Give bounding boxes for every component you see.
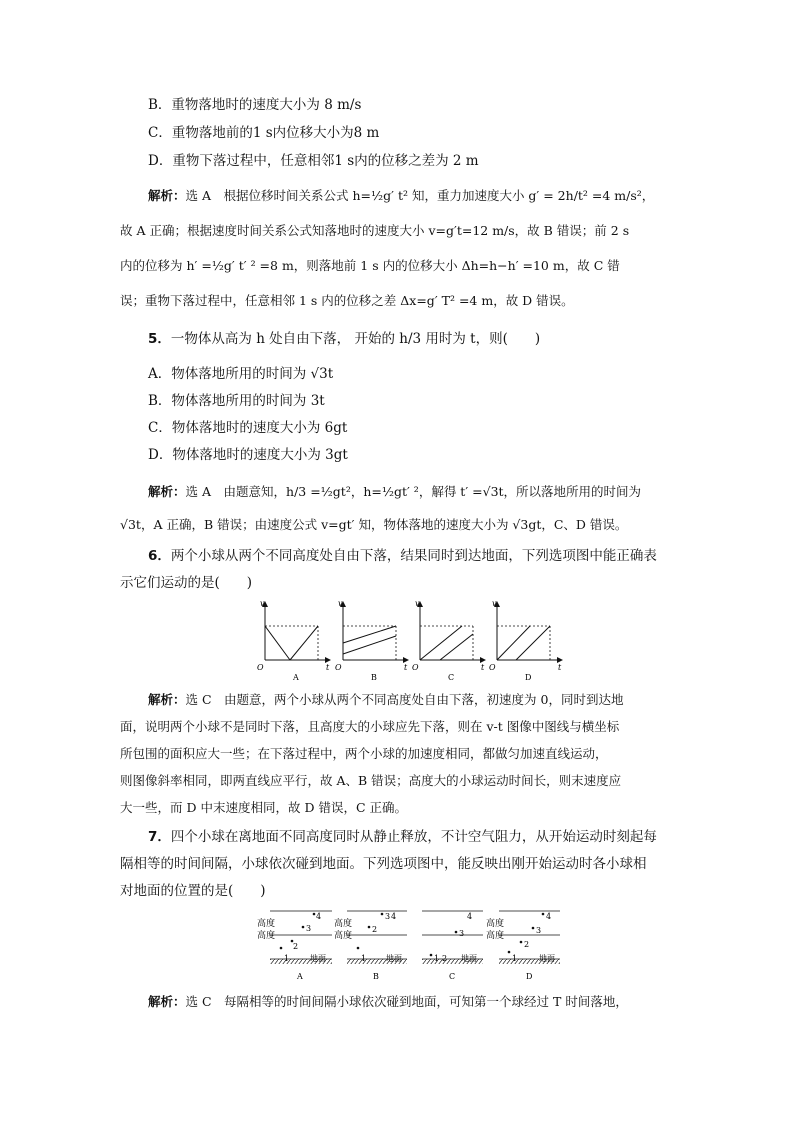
v-axis-label: v [338,599,343,608]
q5-option-d: D．物体落地时的速度大小为 3gt [148,447,348,463]
q7-stem-line-3: 对地面的位置的是( ) [120,883,266,899]
q6-graph-d [489,599,562,682]
v-axis-label: v [260,599,265,608]
q7-panel-d [486,911,560,981]
q6-graph-b [335,599,408,682]
q6-stem-line-2: 示它们运动的是( ) [120,575,253,591]
figure-label-b: B [371,673,377,682]
figure-label-b: B [373,972,379,981]
figure-label-c: C [449,972,456,981]
q7-panel-a [257,911,332,981]
svg-text:4: 4 [546,912,552,921]
svg-text:4: 4 [316,912,322,921]
q6-graph-c [412,599,485,682]
figure-label-d: D [526,972,533,981]
q4-solution-line-4: 误；重物下落过程中，任意相邻 1 s 内的位移之差 Δx=g′ T² =4 m，故 D 错误。 [120,293,574,308]
v-axis-label: v [492,599,497,608]
svg-text:2: 2 [442,954,448,963]
t-axis-label: t [558,663,562,672]
ground-label: 地面 [310,954,326,963]
svg-text:地面: 地面 [461,954,477,963]
q6-solution-line-3: 所包围的面积应大一些；在下落过程中，两个小球的加速度相同，都做匀加速直线运动， [120,746,608,761]
origin-label: O [489,663,496,672]
origin-label: O [412,663,419,672]
q7-ball-position-figure [254,905,566,983]
svg-text:2: 2 [524,940,530,949]
q5-option-a: A．物体落地所用的时间为 √3t [148,366,334,382]
q4-option-d: D．重物下落过程中，任意相邻1 s内的位移之差为 2 m [148,153,479,169]
svg-text:高度: 高度 [334,931,353,941]
svg-text:1: 1 [284,954,290,963]
q4-solution-line-1: 解析：选 A 根据位移时间关系公式 h=½g′ t² 知，重力加速度大小 g′ = 2h/t² =4 m/s²， [148,188,655,203]
q5-solution-line-1: 解析：选 A 由题意知，h/3 =½gt²，h=½gt′ ²，解得 t′ =√3t，所以落地所用的时间为 [148,484,642,499]
q7-panel-b [334,911,407,981]
svg-text:4: 4 [467,912,473,921]
svg-text:高度: 高度 [486,919,505,929]
svg-text:3: 3 [306,924,312,933]
svg-text:地面: 地面 [539,954,555,963]
q5-solution-line-2: √3t，A 正确，B 错误；由速度公式 v=gt′ 知，物体落地的速度大小为 √3gt，C、D 错误。 [120,517,628,532]
q4-option-b: B．重物落地时的速度大小为 8 m/s [148,97,362,113]
origin-label: O [257,663,264,672]
q6-solution-line-1: 解析：选 C 由题意，两个小球从两个不同高度处自由下落，初速度为 0，同时到达地 [148,692,624,707]
figure-label-a: A [293,673,299,682]
height-axis-label-2: 高度 [257,931,276,941]
svg-text:2: 2 [372,925,378,934]
origin-label: O [335,663,342,672]
svg-text:1: 1 [512,954,518,963]
q6-graph-a [257,599,330,682]
figure-label-c: C [448,673,455,682]
q7-stem-line-1: 7．四个小球在离地面不同高度同时从静止释放，不计空气阻力，从开始运动时刻起每 [148,829,657,845]
svg-text:3: 3 [385,912,391,921]
figure-label-d: D [525,673,532,682]
q7-stem-line-2: 隔相等的时间间隔，小球依次碰到地面。下列选项图中，能反映出刚开始运动时各小球相 [120,856,647,872]
svg-text:3: 3 [459,929,465,938]
q5-stem: 5．一物体从高为 h 处自由下落， 开始的 h/3 用时为 t，则( ) [148,331,541,347]
svg-text:3: 3 [536,926,542,935]
svg-text:4: 4 [391,912,397,921]
svg-text:高度: 高度 [486,931,505,941]
svg-text:1: 1 [434,954,440,963]
svg-text:地面: 地面 [386,954,402,963]
q4-solution-line-2: 故 A 正确；根据速度时间关系公式知落地时的速度大小 v=g′t=12 m/s，故 B 错误；前 2 s [120,223,630,238]
svg-text:2: 2 [293,942,299,951]
height-axis-label-1: 高度 [257,919,276,929]
t-axis-label: t [481,663,485,672]
svg-text:高度: 高度 [334,919,353,929]
q5-option-c: C．物体落地时的速度大小为 6gt [148,420,348,436]
q6-solution-line-2: 面，说明两个小球不是同时下落，且高度大的小球应先下落，则在 v-t 图像中图线与横坐标 [120,719,620,734]
q7-panel-c [422,911,483,981]
q6-solution-line-5: 大一些，而 D 中末速度相同，故 D 错误，C 正确。 [120,800,407,815]
v-axis-label: v [415,599,420,608]
solution-label: 解析： [148,188,186,203]
svg-text:1: 1 [361,954,367,963]
q6-stem-line-1: 6．两个小球从两个不同高度处自由下落，结果同时到达地面，下列选项图中能正确表 [148,548,657,564]
q7-solution-line-1: 解析：选 C 每隔相等的时间间隔小球依次碰到地面，可知第一个球经过 T 时间落地， [148,994,628,1009]
q4-option-c: C．重物落地前的1 s内位移大小为8 m [148,125,380,141]
t-axis-label: t [404,663,408,672]
figure-label-a: A [297,972,303,981]
q5-option-b: B．物体落地所用的时间为 3t [148,393,325,409]
q6-solution-line-4: 则图像斜率相同，即两直线应平行，故 A、B 错误；高度大的小球运动时间长，则末速度应 [120,773,622,788]
q6-vt-graphs-figure [250,596,570,682]
t-axis-label: t [326,663,330,672]
q4-solution-line-3: 内的位移为 h′ =½g′ t′ ² =8 m，则落地前 1 s 内的位移大小 Δh=h−h′ =10 m，故 C 错 [120,258,620,273]
